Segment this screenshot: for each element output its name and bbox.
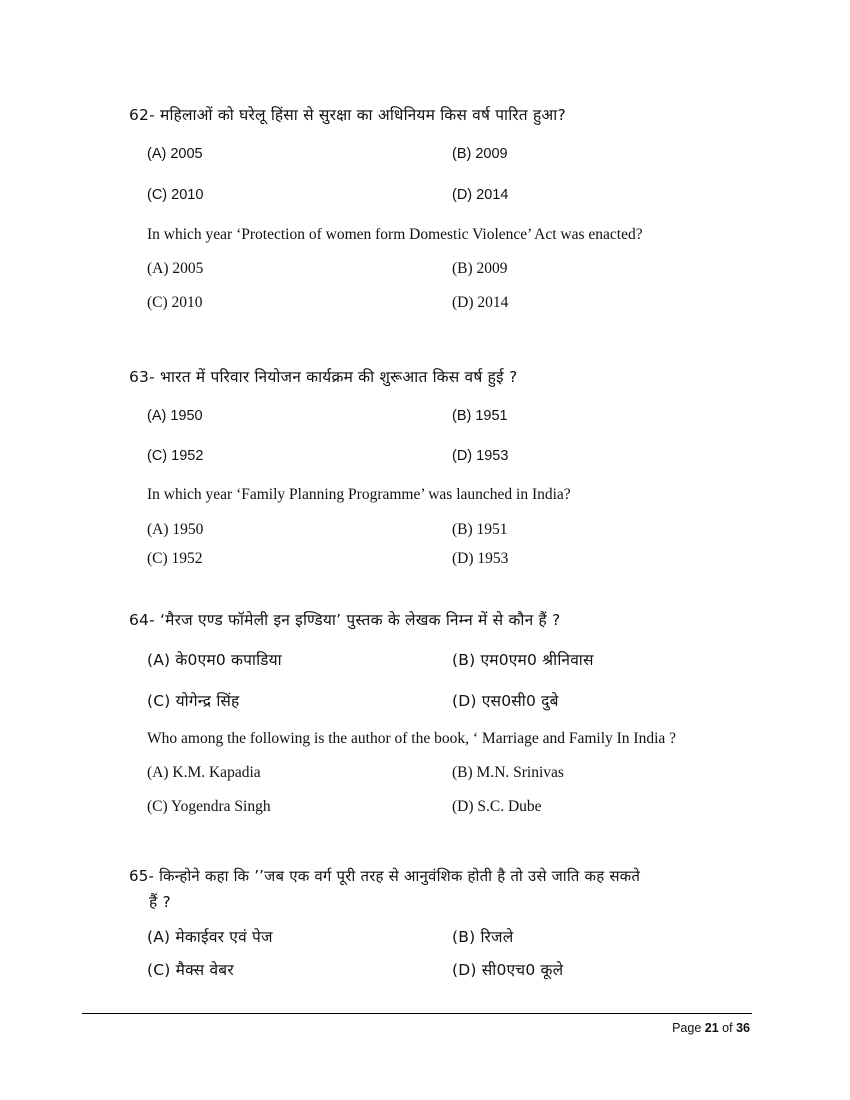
q64-english-option-b: (B) M.N. Srinivas [452, 764, 564, 781]
q63-english-option-b: (B) 1951 [452, 521, 508, 538]
q63-hindi-option-c: (C) 1952 [147, 448, 204, 464]
page-number [672, 1021, 750, 1035]
q63-hindi-option-b: (B) 1951 [452, 408, 508, 424]
total-pages: 36 [736, 1021, 750, 1035]
q65-hindi-question-line1: 65- किन्होने कहा कि ’’जब एक वर्ग पूरी तरह से आनुवंशिक होती है तो उसे जाति कह सकते [129, 867, 641, 885]
q64-hindi-option-a: (A) के0एम0 कपाडिया [147, 651, 282, 669]
q62-hindi-option-c: (C) 2010 [147, 187, 204, 203]
q62-english-option-a: (A) 2005 [147, 260, 204, 277]
q64-hindi-option-b: (B) एम0एम0 श्रीनिवास [452, 651, 594, 669]
q64-hindi-option-d: (D) एस0सी0 दुबे [452, 692, 559, 710]
q62-hindi-option-d: (D) 2014 [452, 187, 509, 203]
q63-english-option-a: (A) 1950 [147, 521, 204, 538]
q62-english-option-d: (D) 2014 [452, 294, 509, 311]
q64-hindi-option-c: (C) योगेन्द्र सिंह [147, 692, 240, 710]
page-word: Page [672, 1021, 702, 1035]
q65-hindi-option-d: (D) सी0एच0 कूले [452, 961, 564, 979]
of-word: of [722, 1021, 733, 1035]
q64-hindi-question: 64- ‘मैरज एण्ड फॉमेली इन इण्डिया’ पुस्तक के लेखक निम्न में से कौन हैं ? [129, 611, 561, 629]
q62-english-question: In which year ‘Protection of women form Domestic Violence’ Act was enacted? [147, 226, 643, 243]
q63-hindi-option-a: (A) 1950 [147, 408, 203, 424]
q64-english-option-d: (D) S.C. Dube [452, 798, 542, 815]
q63-hindi-option-d: (D) 1953 [452, 448, 509, 464]
q63-english-option-d: (D) 1953 [452, 550, 509, 567]
current-page: 21 [704, 1021, 719, 1035]
q65-hindi-option-c: (C) मैक्स वेबर [147, 961, 234, 979]
q62-english-option-b: (B) 2009 [452, 260, 508, 277]
q64-english-question: Who among the following is the author of the book, ‘ Marriage and Family In India ? [147, 730, 677, 747]
q63-english-question: In which year ‘Family Planning Programme’ was launched in India? [147, 486, 571, 503]
footer-divider [82, 1013, 752, 1014]
q62-hindi-option-a: (A) 2005 [147, 146, 203, 162]
q65-hindi-option-a: (A) मेकाईवर एवं पेज [147, 928, 273, 946]
q62-hindi-question: 62- महिलाओं को घरेलू हिंसा से सुरक्षा का अधिनियम किस वर्ष पारित हुआ? [129, 106, 566, 124]
q64-english-option-c: (C) Yogendra Singh [147, 798, 271, 815]
q62-english-option-c: (C) 2010 [147, 294, 203, 311]
q63-hindi-question: 63- भारत में परिवार नियोजन कार्यक्रम की शुरूआत किस वर्ष हुई ? [129, 368, 518, 386]
q63-english-option-c: (C) 1952 [147, 550, 203, 567]
q62-hindi-option-b: (B) 2009 [452, 146, 508, 162]
q64-english-option-a: (A) K.M. Kapadia [147, 764, 261, 781]
q65-hindi-option-b: (B) रिजले [452, 928, 514, 946]
q65-hindi-question-line2: हैं ? [149, 893, 171, 911]
